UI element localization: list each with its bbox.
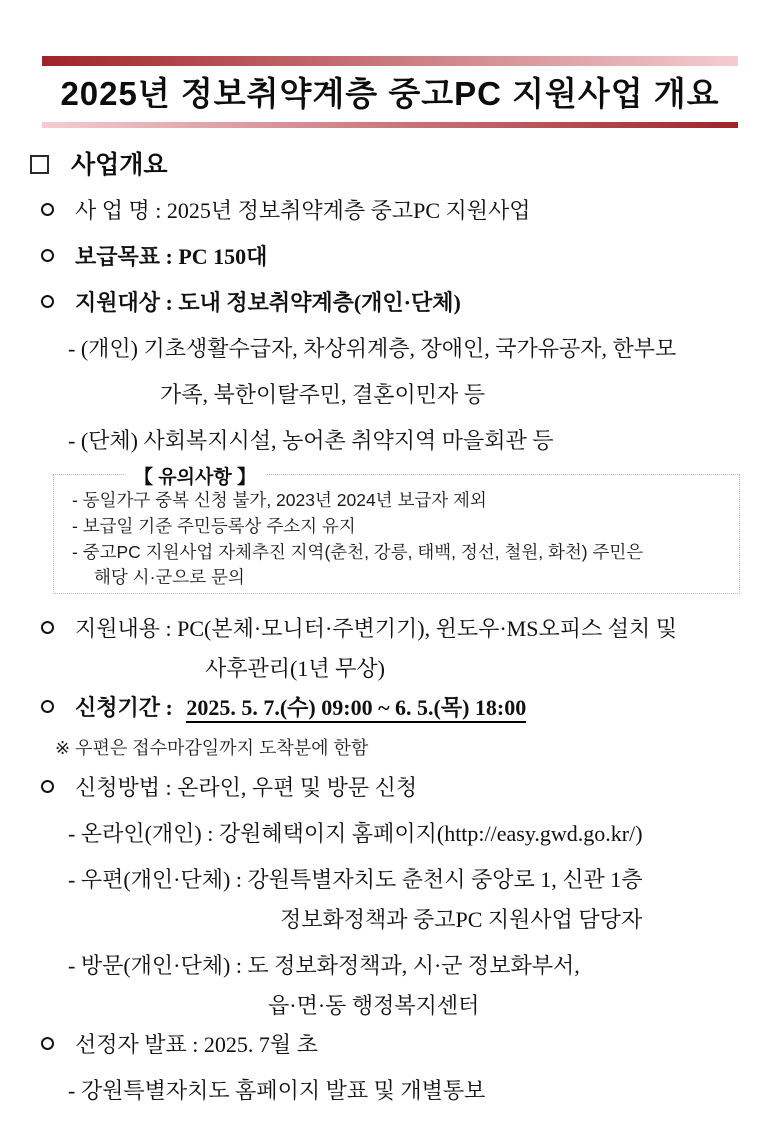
circle-bullet-icon xyxy=(41,249,54,262)
supply-goal-row xyxy=(0,234,780,280)
visit-method-line1: - 방문(개인·단체) : 도 정보화정책과, 시·군 정보화부서, xyxy=(68,953,580,978)
notice-line-1: - 동일가구 중복 신청 불가, 2023년 2024년 보급자 제외 xyxy=(72,490,487,510)
application-period-row xyxy=(0,685,780,731)
mail-method-line1: - 우편(개인·단체) : 강원특별자치도 춘천시 중앙로 1, 신관 1층 xyxy=(68,867,643,892)
section-heading xyxy=(30,150,780,180)
application-period-value: 2025. 5. 7.(수) 09:00 ~ 6. 5.(목) 18:00 xyxy=(186,695,526,723)
announcement-text: 선정자 발표 : 2025. 7월 초 xyxy=(75,1032,318,1057)
application-method-text: 신청방법 : 온라인, 우편 및 방문 신청 xyxy=(75,775,418,800)
visit-method-line2: 읍·면·동 행정복지센터 xyxy=(268,993,480,1018)
notice-line-3-continued: 해당 시·군으로 문의 xyxy=(94,567,245,587)
mail-method-line2: 정보화정책과 중고PC 지원사업 담당자 xyxy=(280,907,643,932)
support-content-line2: 사후관리(1년 무상) xyxy=(205,656,385,681)
page-title: 2025년 정보취약계층 중고PC 지원사업 개요 xyxy=(60,75,720,112)
application-period-label: 신청기간 : xyxy=(75,695,173,720)
mail-deadline-note: ※ 우편은 접수마감일까지 도착분에 한함 xyxy=(55,738,369,758)
announcement-row xyxy=(0,1022,780,1068)
section-title: 사업개요 xyxy=(70,151,168,179)
title-top-gradient-bar xyxy=(42,56,738,66)
support-content-line1: 지원내용 : PC(본체·모니터·주변기기), 윈도우·MS오피스 설치 및 xyxy=(75,616,677,641)
circle-bullet-icon xyxy=(41,621,54,634)
document-body xyxy=(0,188,780,1114)
circle-bullet-icon xyxy=(41,1037,54,1050)
individual-target-line1: - (개인) 기초생활수급자, 차상위계층, 장애인, 국가유공자, 한부모 xyxy=(68,336,677,361)
document-header xyxy=(42,56,738,128)
announcement-sub-line: - 강원특별자치도 홈페이지 발표 및 개별통보 xyxy=(68,1078,486,1103)
title-bottom-gradient-bar xyxy=(42,122,738,128)
circle-bullet-icon xyxy=(41,203,54,216)
circle-bullet-icon xyxy=(41,295,54,308)
supply-goal-text: 보급목표 : PC 150대 xyxy=(75,244,268,269)
support-content-row xyxy=(0,606,780,652)
notice-box-title: 【 유의사항 】 xyxy=(124,462,266,489)
application-method-row xyxy=(0,765,780,811)
support-target-text: 지원대상 : 도내 정보취약계층(개인·단체) xyxy=(75,290,461,315)
business-name-row xyxy=(0,188,780,234)
circle-bullet-icon xyxy=(41,780,54,793)
notice-line-2: - 보급일 기준 주민등록상 주소지 유지 xyxy=(72,516,356,536)
business-name-text: 사 업 명 : 2025년 정보취약계층 중고PC 지원사업 xyxy=(75,198,531,223)
group-target-line: - (단체) 사회복지시설, 농어촌 취약지역 마을회관 등 xyxy=(68,428,554,453)
circle-bullet-icon xyxy=(41,700,54,713)
individual-target-line2: 가족, 북한이탈주민, 결혼이민자 등 xyxy=(160,382,486,407)
square-bullet-icon xyxy=(30,155,49,174)
notice-box xyxy=(53,467,740,594)
support-target-row xyxy=(0,280,780,326)
online-method-line: - 온라인(개인) : 강원혜택이지 홈페이지(http://easy.gwd.go.kr/) xyxy=(68,821,643,846)
notice-line-3: - 중고PC 지원사업 자체추진 지역(춘천, 강릉, 태백, 정선, 철원, 화천) 주민은 xyxy=(72,542,644,562)
